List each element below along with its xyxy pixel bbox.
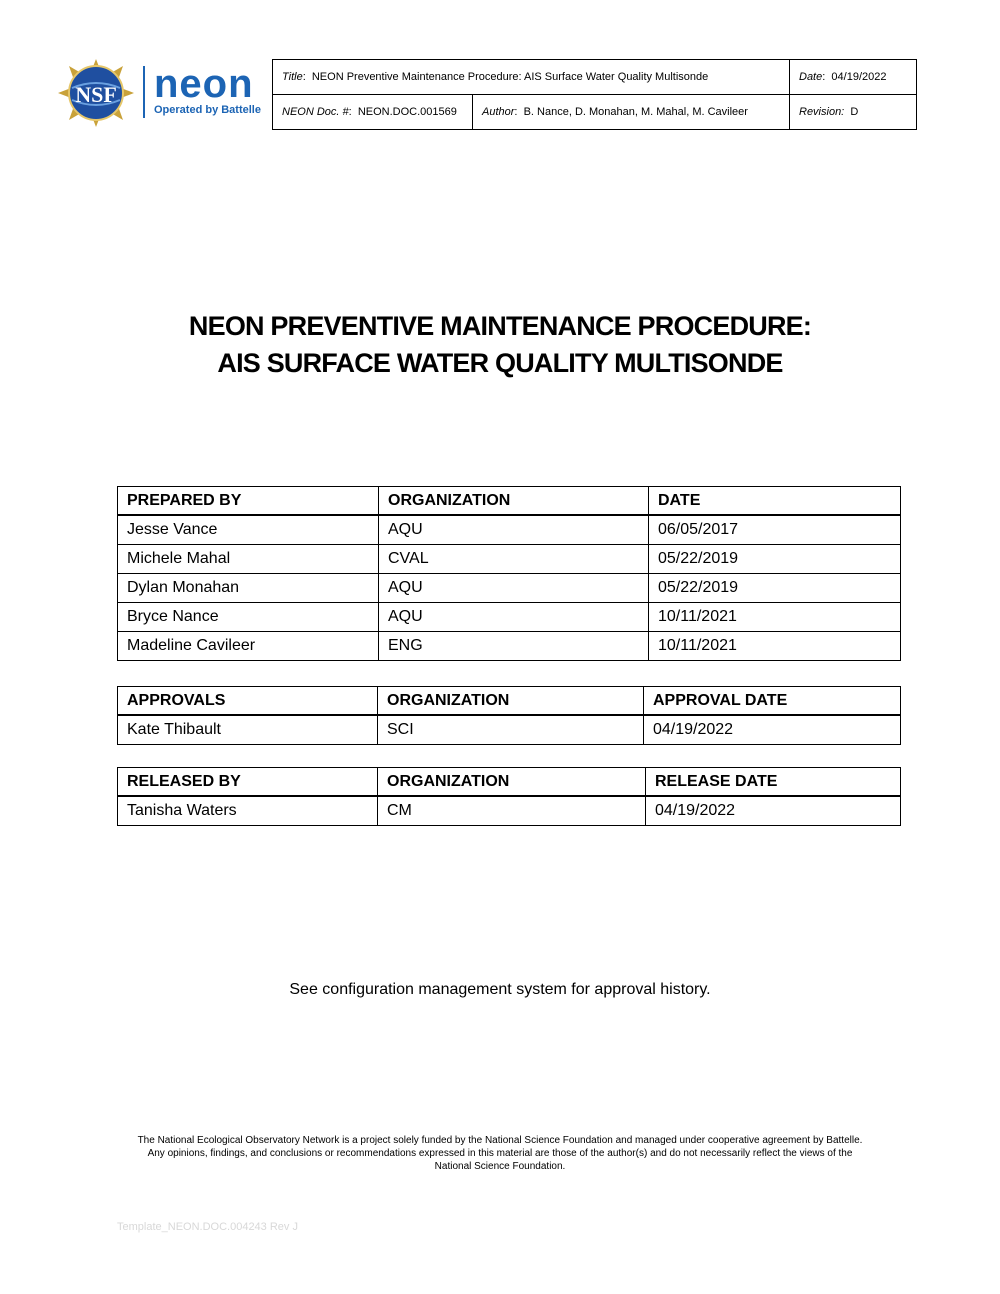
neon-logo-wordmark: neon [154,62,254,106]
table-row [118,603,901,632]
preparer-organization: AQU [379,603,649,632]
prepared-by-header-row [118,487,901,516]
approver-name: Kate Thibault [118,715,378,745]
disclaimer-line-2: Any opinions, findings, and conclusions or recommendations expressed in this material are those of the author(s) and do not necessarily reflect the views of the [147,1148,853,1159]
neon-logo [143,62,276,118]
preparer-date: 05/22/2019 [649,545,901,574]
releaser-organization: CM [378,796,646,826]
table-row [118,545,901,574]
preparer-organization: AQU [379,574,649,603]
preparer-organization: ENG [379,632,649,661]
header-author-cell: Author: B. Nance, D. Monahan, M. Mahal, M. Cavileer [473,95,790,130]
preparer-organization: AQU [379,515,649,545]
prepared-by-header: PREPARED BY [118,487,379,516]
funding-disclaimer [110,1134,890,1173]
disclaimer-line-1: The National Ecological Observatory Network is a project solely funded by the National Science Foundation and managed under cooperative agreement by Battelle. [137,1135,863,1146]
header-date-value: 04/19/2022 [831,71,887,83]
preparer-name: Madeline Cavileer [118,632,379,661]
table-row [118,574,901,603]
preparer-date: 05/22/2019 [649,574,901,603]
neon-logo-tagline: Operated by Battelle [154,104,261,116]
document-title [0,308,1000,382]
preparer-organization: CVAL [379,545,649,574]
header-revision-cell [790,95,917,130]
table-row [118,515,901,545]
header-title-label: Title [282,71,303,83]
preparer-name: Bryce Nance [118,603,379,632]
releaser-name: Tanisha Waters [118,796,378,826]
document-title-line-1: NEON PREVENTIVE MAINTENANCE PROCEDURE: [188,311,812,341]
header-revision-value: D [850,106,859,118]
header-author-label: Author [482,106,515,118]
organization-header: ORGANIZATION [379,487,649,516]
approvals-header: APPROVALS [118,687,378,716]
approval-date: 04/19/2022 [644,715,901,745]
header-revision-label: Revision: [799,106,845,118]
date-header: DATE [649,487,901,516]
organization-header: ORGANIZATION [378,768,646,797]
released-by-header-row [118,768,901,797]
document-title-line-2: AIS SURFACE WATER QUALITY MULTISONDE [217,348,783,378]
header-title-value: NEON Preventive Maintenance Procedure: AIS Surface Water Quality Multisonde [311,71,709,83]
preparer-name: Michele Mahal [118,545,379,574]
header-doc-value: NEON.DOC.001569 [357,106,457,118]
header-info-table [272,59,917,130]
disclaimer-line-3: National Science Foundation. [434,1161,566,1172]
preparer-date: 06/05/2017 [649,515,901,545]
header-author-value: B. Nance, D. Monahan, M. Mahal, M. Cavileer [523,106,748,118]
header-title-cell: Title: NEON Preventive Maintenance Procedure: AIS Surface Water Quality Multisonde [273,60,790,95]
approvals-header-row [118,687,901,716]
preparer-date: 10/11/2021 [649,632,901,661]
approver-organization: SCI [378,715,644,745]
nsf-logo [57,58,135,128]
approval-date-header: APPROVAL DATE [644,687,901,716]
nsf-logo-text: NSF [75,82,117,107]
prepared-by-table [117,486,901,661]
header-date-cell: Date: 04/19/2022 [790,60,917,95]
release-date-header: RELEASE DATE [646,768,901,797]
organization-header: ORGANIZATION [378,687,644,716]
table-row [118,632,901,661]
template-identifier: Template_NEON.DOC.004243 Rev J [117,1221,298,1233]
preparer-date: 10/11/2021 [649,603,901,632]
header-date-label: Date [799,71,823,83]
preparer-name: Dylan Monahan [118,574,379,603]
released-by-header: RELEASED BY [118,768,378,797]
header-doc-label: NEON Doc. # [282,106,349,118]
preparer-name: Jesse Vance [118,515,379,545]
table-row [118,715,901,745]
release-date: 04/19/2022 [646,796,901,826]
approvals-table [117,686,901,745]
table-row [118,796,901,826]
released-by-table [117,767,901,826]
config-management-note: See configuration management system for approval history. [289,981,711,998]
header-doc-cell: NEON Doc. #: NEON.DOC.001569 [273,95,473,130]
